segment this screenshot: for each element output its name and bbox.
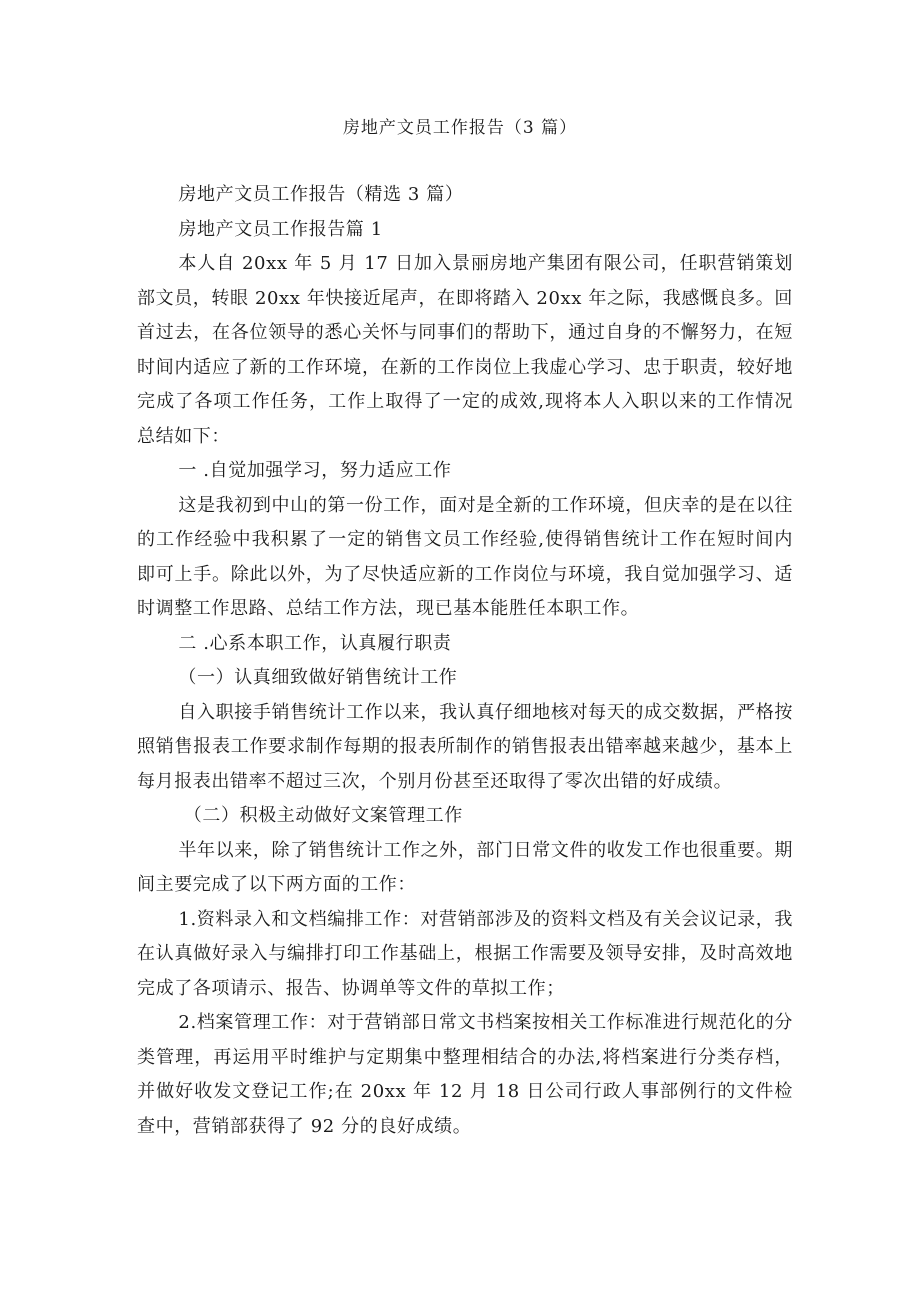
numbered-paragraph: 1.资料录入和文档编排工作：对营销部涉及的资料文档及有关会议记录，我在认真做好录入与编排打印工作基础上，根据工作需要及领导安排，及时高效地完成了各项请示、报告、协调单等文件的草拟工作； — [137, 908, 793, 999]
body-paragraph: 本人自 20xx 年 5 月 17 日加入景丽房地产集团有限公司，任职营销策划部文员，转眼 20xx 年快接近尾声，在即将踏入 20xx 年之际，我感慨良多。回首过去，在各位领导的悉心关怀与同事们的帮助下，通过自身的不懈努力，在短时间内适应了新的工作环境，在新的工作岗位上我虚心学习、忠于职责，较好地完成了各项工作任务，工作上取得了一定的成效,现将本人入职以来的工作情况总结如下： — [137, 253, 793, 447]
subtitle-paragraph: 房地产文员工作报告（精选 3 篇） — [178, 184, 464, 205]
numbered-paragraph: 2.档案管理工作：对于营销部日常文书档案按相关工作标准进行规范化的分类管理，再运用平时维护与定期集中整理相结合的办法,将档案进行分类存档，并做好收发文登记工作;在 20xx 年 12 月 18 日公司行政人事部例行的文件检查中，营销部获得了 92 分的良好成绩。 — [137, 1012, 793, 1137]
body-paragraph: 自入职接手销售统计工作以来，我认真仔细地核对每天的成交数据，严格按照销售报表工作要求制作每期的报表所制作的销售报表出错率越来越少，基本上每月报表出错率不超过三次，个别月份甚至还取得了零次出错的好成绩。 — [137, 701, 793, 792]
body-paragraph: 这是我初到中山的第一份工作，面对是全新的工作环境，但庆幸的是在以往的工作经验中我积累了一定的销售文员工作经验,使得销售统计工作在短时间内即可上手。除此以外，为了尽快适应新的工作岗位与环境，我自觉加强学习、适时调整工作思路、总结工作方法，现已基本能胜任本职工作。 — [137, 494, 793, 619]
section-heading: 二 .心系本职工作，认真履行职责 — [178, 632, 452, 654]
body-paragraph: 半年以来，除了销售统计工作之外，部门日常文件的收发工作也很重要。期间主要完成了以下两方面的工作： — [137, 839, 793, 895]
section-heading: 一 .自觉加强学习，努力适应工作 — [178, 460, 452, 481]
subsection-heading: （一）认真细致做好销售统计工作 — [178, 667, 458, 688]
subsection-heading: （二）积极主动做好文案管理工作 — [183, 805, 463, 826]
document-body — [137, 178, 793, 1144]
document-title: 房地产文员工作报告（3 篇） — [342, 118, 578, 138]
section-heading: 房地产文员工作报告篇 1 — [178, 218, 383, 240]
